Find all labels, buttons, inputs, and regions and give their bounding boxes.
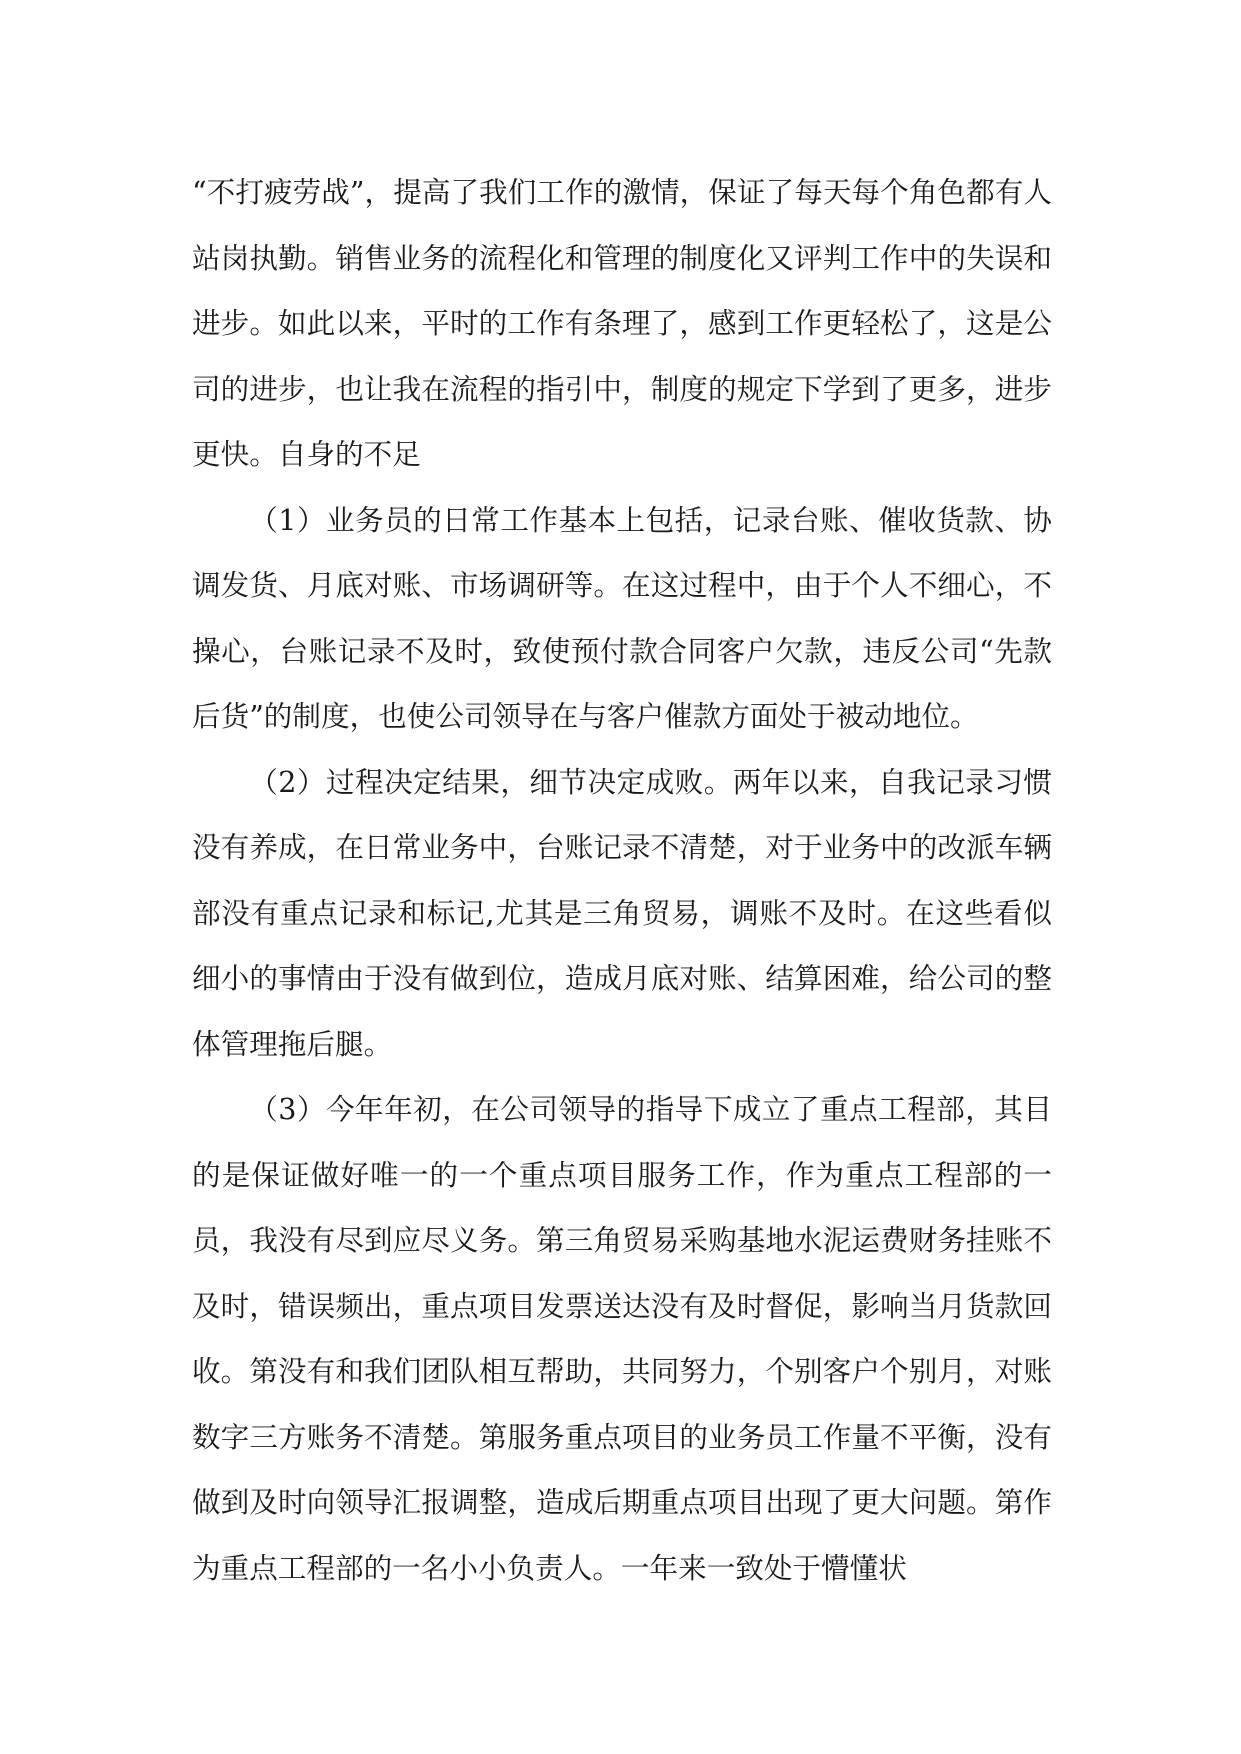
- paragraph-item-1: （1）业务员的日常工作基本上包括，记录台账、催收货款、协调发货、月底对账、市场调研等。在这过程中，由于个人不细心，不操心，台账记录不及时，致使预付款合同客户欠款，违反公司“先款后货”的制度，也使公司领导在与客户催款方面处于被动地位。: [192, 502, 1052, 733]
- paragraph-item-3: （3）今年年初，在公司领导的指导下成立了重点工程部，其目的是保证做好唯一的一个重点项目服务工作，作为重点工程部的一员，我没有尽到应尽义务。第三角贸易采购基地水泥运费财务挂账不及时，错误频出，重点项目发票送达没有及时督促，影响当月货款回收。第没有和我们团队相互帮助，共同努力，个别客户个别月，对账数字三方账务不清楚。第服务重点项目的业务员工作量不平衡，没有做到及时向领导汇报调整，造成后期重点项目出现了更大问题。第作为重点工程部的一名小小负责人。一年来一致处于懵懂状: [192, 1092, 1052, 1585]
- paragraph-continuation: “不打疲劳战”，提高了我们工作的激情，保证了每天每个角色都有人站岗执勤。销售业务的流程化和管理的制度化又评判工作中的失误和进步。如此以来，平时的工作有条理了，感到工作更轻松了，这是公司的进步，也让我在流程的指引中，制度的规定下学到了更多，进步更快。自身的不足: [192, 175, 1052, 471]
- document-body: [192, 160, 1052, 1601]
- paragraph-item-2: （2）过程决定结果，细节决定成败。两年以来，自我记录习惯没有养成，在日常业务中，台账记录不清楚，对于业务中的改派车辆部没有重点记录和标记,尤其是三角贸易，调账不及时。在这些看似细小的事情由于没有做到位，造成月底对账、结算困难，给公司的整体管理拖后腿。: [192, 764, 1052, 1061]
